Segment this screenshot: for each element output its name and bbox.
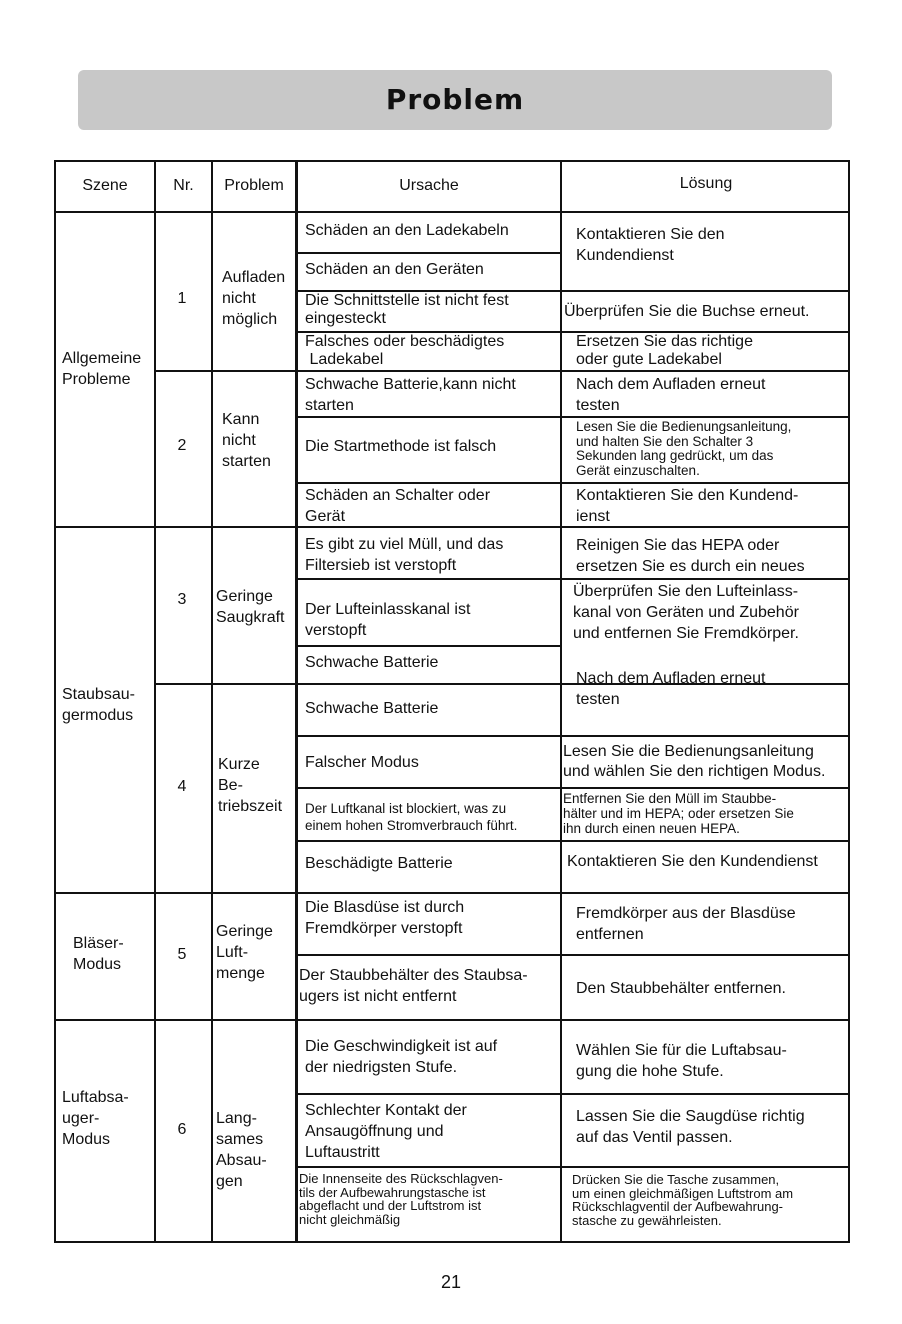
cause-text: Schäden an Schalter oder Gerät xyxy=(305,487,491,525)
header-problem: Problem xyxy=(224,177,284,194)
solution-text: Wählen Sie für die Luftabsau- gung die hohe Stufe. xyxy=(576,1042,787,1080)
row-number: 2 xyxy=(177,437,187,454)
row-divider xyxy=(295,954,850,956)
row-divider xyxy=(154,370,850,372)
row-divider xyxy=(295,840,850,842)
cause-text: Der Luftkanal ist blockiert, was zu einem hohen Stromverbrauch führt. xyxy=(305,801,518,833)
header-scene: Szene xyxy=(82,177,128,194)
cause-text: Die Schnittstelle ist nicht fest eingesteckt xyxy=(305,292,509,327)
row-divider xyxy=(295,1093,850,1095)
col-divider xyxy=(154,160,156,1243)
problem-label: Aufladen nicht möglich xyxy=(222,269,286,328)
cause-text: Die Blasdüse ist durch Fremdkörper verstopft xyxy=(305,899,465,937)
row-number: 5 xyxy=(177,946,187,963)
row-divider xyxy=(54,892,850,894)
col-divider xyxy=(560,160,562,1243)
scene-label: Allgemeine Probleme xyxy=(62,350,142,388)
cause-text: Falscher Modus xyxy=(305,754,419,771)
cause-text: Falsches oder beschädigtes Ladekabel xyxy=(305,333,505,368)
scene-label: Bläser- Modus xyxy=(73,935,124,973)
solution-text: Entfernen Sie den Müll im Staubbe- hälter und im HEPA; oder ersetzen Sie ihn durch einen neuen HEPA. xyxy=(563,791,794,836)
cause-text: Schäden an den Geräten xyxy=(305,261,484,278)
solution-text: Reinigen Sie das HEPA oder ersetzen Sie es durch ein neues xyxy=(576,537,805,575)
cause-text: Die Innenseite des Rückschlagven- tils der Aufbewahrungstasche ist abgeflacht und der Luftstrom ist nicht gleichmäßig xyxy=(299,1171,503,1227)
cause-text: Schlechter Kontakt der Ansaugöffnung und Luftaustritt xyxy=(305,1102,467,1161)
scene-label: Luftabsa- uger- Modus xyxy=(62,1089,129,1148)
cause-text: Der Staubbehälter des Staubsa- ugers ist nicht entfernt xyxy=(299,967,528,1005)
solution-text: Drücken Sie die Tasche zusammen, um einen gleichmäßigen Luftstrom am Rückschlagventil der Aufbewahrung- stasche zu gewährleisten. xyxy=(572,1172,794,1228)
cause-text: Schwache Batterie xyxy=(305,700,439,717)
problem-label: Geringe Saugkraft xyxy=(216,588,285,626)
row-divider xyxy=(54,211,850,213)
row-number: 4 xyxy=(177,778,187,795)
header-nr: Nr. xyxy=(173,177,194,194)
solution-text: Lassen Sie die Saugdüse richtig auf das Ventil passen. xyxy=(576,1108,805,1146)
row-number: 3 xyxy=(177,591,187,608)
solution-text: Kontaktieren Sie den Kundendienst xyxy=(576,226,725,264)
solution-text: Den Staubbehälter entfernen. xyxy=(576,980,786,997)
solution-text: Ersetzen Sie das richtige oder gute Ladekabel xyxy=(576,333,753,368)
solution-text: Nach dem Aufladen erneut testen xyxy=(576,670,766,708)
cause-text: Die Startmethode ist falsch xyxy=(305,438,497,455)
solution-text: Lesen Sie die Bedienungsanleitung, und halten Sie den Schalter 3 Sekunden lang gedrückt, um das Gerät einzuschalten. xyxy=(576,419,792,479)
problem-label: Geringe Luft- menge xyxy=(216,923,273,982)
cause-text: Schäden an den Ladekabeln xyxy=(305,222,509,239)
col-divider xyxy=(295,160,298,1243)
header-solution: Lösung xyxy=(679,175,733,192)
solution-text: Überprüfen Sie den Lufteinlass- kanal von Geräten und Zubehör und entfernen Sie Fremdkörper. xyxy=(573,583,799,642)
row-divider xyxy=(295,416,850,418)
solution-text: Nach dem Aufladen erneut testen xyxy=(576,376,766,414)
page-title: Problem xyxy=(385,83,525,116)
row-number: 6 xyxy=(177,1121,187,1138)
scene-label: Staubsau- germodus xyxy=(62,686,135,724)
col-divider xyxy=(211,160,213,1243)
cause-text: Schwache Batterie,kann nicht starten xyxy=(305,376,516,414)
page-number: 21 xyxy=(440,1272,462,1292)
solution-text: Fremdkörper aus der Blasdüse entfernen xyxy=(576,905,796,943)
row-divider xyxy=(295,787,850,789)
row-divider xyxy=(295,252,560,254)
solution-text: Kontaktieren Sie den Kundend- ienst xyxy=(576,487,799,525)
row-number: 1 xyxy=(177,290,187,307)
cause-text: Es gibt zu viel Müll, und das Filtersieb ist verstopft xyxy=(305,536,504,574)
solution-text: Überprüfen Sie die Buchse erneut. xyxy=(564,303,810,320)
row-divider xyxy=(295,645,560,647)
row-divider xyxy=(54,1019,850,1021)
row-divider xyxy=(295,578,850,580)
cause-text: Der Lufteinlasskanal ist verstopft xyxy=(305,601,471,639)
cause-text: Schwache Batterie xyxy=(305,654,439,671)
solution-text: Kontaktieren Sie den Kundendienst xyxy=(567,853,818,870)
cause-text: Die Geschwindigkeit ist auf der niedrigsten Stufe. xyxy=(305,1038,498,1076)
solution-text: Lesen Sie die Bedienungsanleitung und wählen Sie den richtigen Modus. xyxy=(563,743,826,780)
row-divider xyxy=(295,735,850,737)
title-banner xyxy=(78,70,832,130)
row-divider xyxy=(295,1166,850,1168)
problem-label: Lang- sames Absau- gen xyxy=(216,1110,267,1190)
header-cause: Ursache xyxy=(399,177,459,194)
problem-label: Kurze Be- triebszeit xyxy=(218,756,283,815)
cause-text: Beschädigte Batterie xyxy=(305,855,453,872)
row-divider xyxy=(295,482,850,484)
problem-label: Kann nicht starten xyxy=(222,411,271,470)
